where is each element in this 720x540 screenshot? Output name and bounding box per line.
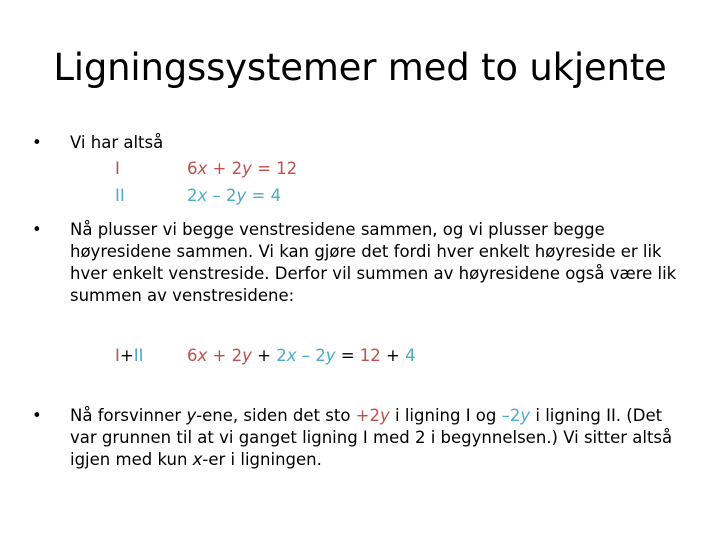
equation-1-label: I: [115, 159, 120, 178]
slide-title: Ligningssystemer med to ukjente: [53, 46, 667, 89]
bullet-marker: •: [32, 406, 42, 425]
bullet-marker: •: [32, 133, 42, 152]
sum-label: I+II: [115, 346, 144, 365]
bullet-marker: •: [32, 220, 42, 239]
bullet-3-text: Nå forsvinner y-ene, siden det sto +2y i ligning I og –2y i ligning II. (Det var grunnen til at vi ganget ligning I med 2 i begynnelsen.) Vi sitter altså igjen med kun x-er i ligningen.: [70, 406, 673, 469]
bullet-2-text: Nå plusser vi begge venstresidene sammen, og vi plusser begge høyresidene sammen. Vi kan gjøre det fordi hver enkelt høyreside er lik hver enkelt venstreside. Derfor vil summen av høyresidene også være lik summen av venstresidene:: [70, 220, 677, 305]
bullet-1-text: Vi har altså: [70, 133, 164, 152]
sum-equation: 6x + 2y + 2x – 2y = 12 + 4: [187, 346, 416, 365]
equation-2-label: II: [115, 186, 125, 205]
equation-2: 2x – 2y = 4: [187, 186, 282, 205]
equation-1: 6x + 2y = 12: [187, 159, 298, 178]
